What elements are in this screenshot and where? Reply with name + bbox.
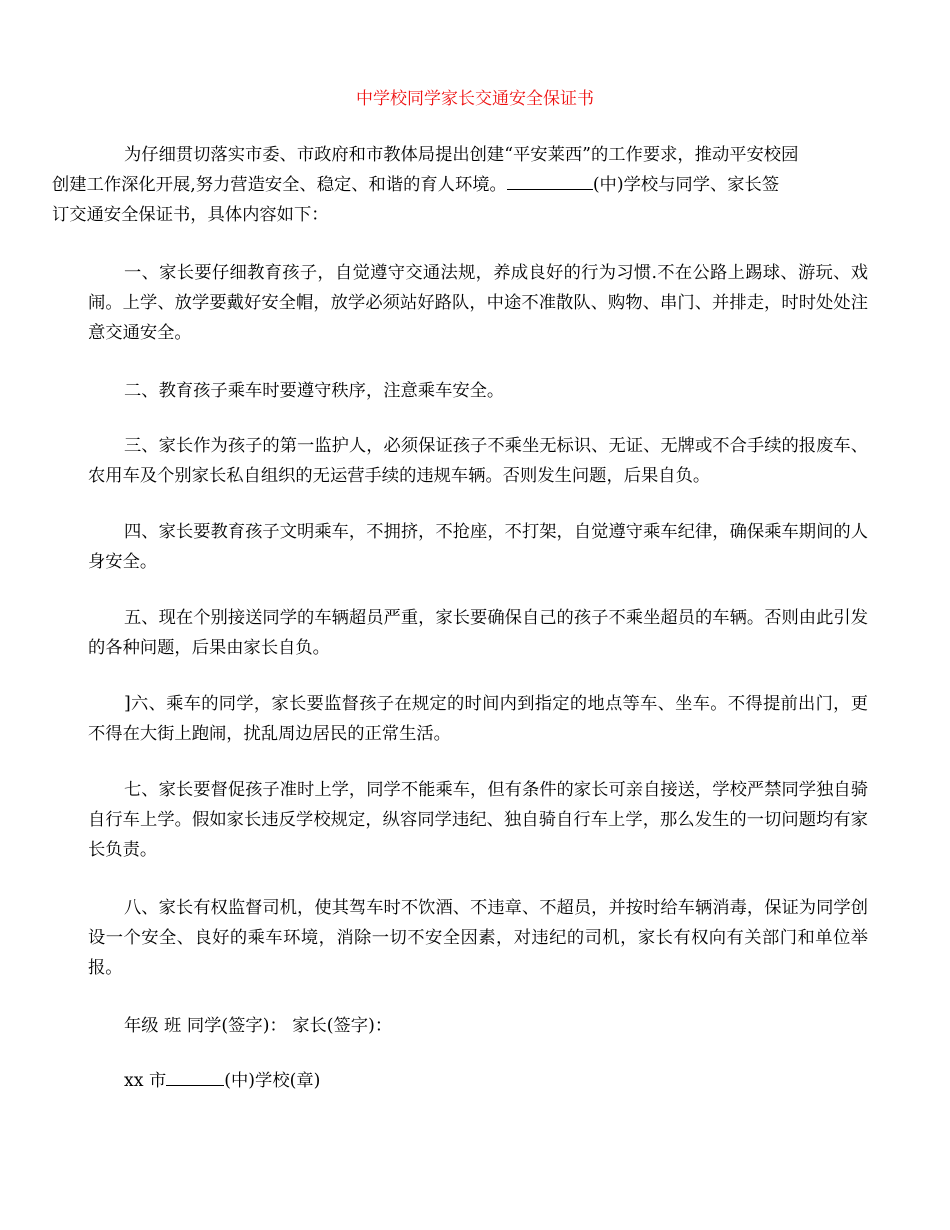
clause-5: 五、现在个别接送同学的车辆超员严重，家长要确保自己的孩子不乘坐超员的车辆。否则由此引发的各种问题，后果由家长自负。	[88, 608, 868, 658]
school-stamp-blank	[166, 1068, 224, 1086]
stamp-prefix: xx 市	[124, 1071, 167, 1091]
intro-line-2	[52, 175, 779, 195]
intro-line-2-text-a: 创建工作深化开展,努力营造安全、稳定、和谐的育人环境。	[52, 175, 507, 195]
intro-line-3: 订交通安全保证书，具体内容如下：	[52, 205, 329, 225]
clause-6: ]六、乘车的同学，家长要监督孩子在规定的时间内到指定的地点等车、坐车。不得提前出门，更不得在大街上跑闹，扰乱周边居民的正常生活。	[88, 694, 868, 744]
clause-3: 三、家长作为孩子的第一监护人，必须保证孩子不乘坐无标识、无证、无牌或不合手续的报废车、农用车及个别家长私自组织的无运营手续的违规车辆。否则发生问题，后果自负。	[88, 436, 868, 486]
school-name-blank	[507, 172, 593, 190]
intro-line-1: 为仔细贯切落实市委、市政府和市教体局提出创建“平安莱西”的工作要求，推动平安校园	[124, 145, 799, 165]
stamp-suffix: (中)学校(章)	[224, 1071, 321, 1091]
signature-line: 年级 班 同学(签字)： 家长(签字)：	[124, 1016, 393, 1036]
clause-2: 二、教育孩子乘车时要遵守秩序，注意乘车安全。	[124, 381, 505, 401]
intro-line-2-text-b: (中)学校与同学、家长签	[592, 175, 780, 195]
school-stamp-line	[88, 1066, 868, 1096]
clause-4: 四、家长要教育孩子文明乘车，不拥挤，不抢座，不打架，自觉遵守乘车纪律，确保乘车期间的人身安全。	[88, 522, 868, 572]
document-title: 中学校同学家长交通安全保证书	[356, 89, 594, 109]
clause-1: 一、家长要仔细教育孩子，自觉遵守交通法规，养成良好的行为习惯.不在公路上踢球、游玩、戏闹。上学、放学要戴好安全帽，放学必须站好路队，中途不准散队、购物、串门、并排走，时时处处注意交通安全。	[88, 263, 868, 343]
intro-paragraph	[52, 140, 868, 230]
clause-8: 八、家长有权监督司机，使其驾车时不饮酒、不违章、不超员，并按时给车辆消毒，保证为同学创设一个安全、良好的乘车环境，消除一切不安全因素，对违纪的司机，家长有权向有关部门和单位举报。	[88, 898, 868, 978]
clause-7: 七、家长要督促孩子准时上学，同学不能乘车，但有条件的家长可亲自接送，学校严禁同学独自骑自行车上学。假如家长违反学校规定，纵容同学违纪、独自骑自行车上学，那么发生的一切问题均有家长负责。	[88, 780, 868, 860]
